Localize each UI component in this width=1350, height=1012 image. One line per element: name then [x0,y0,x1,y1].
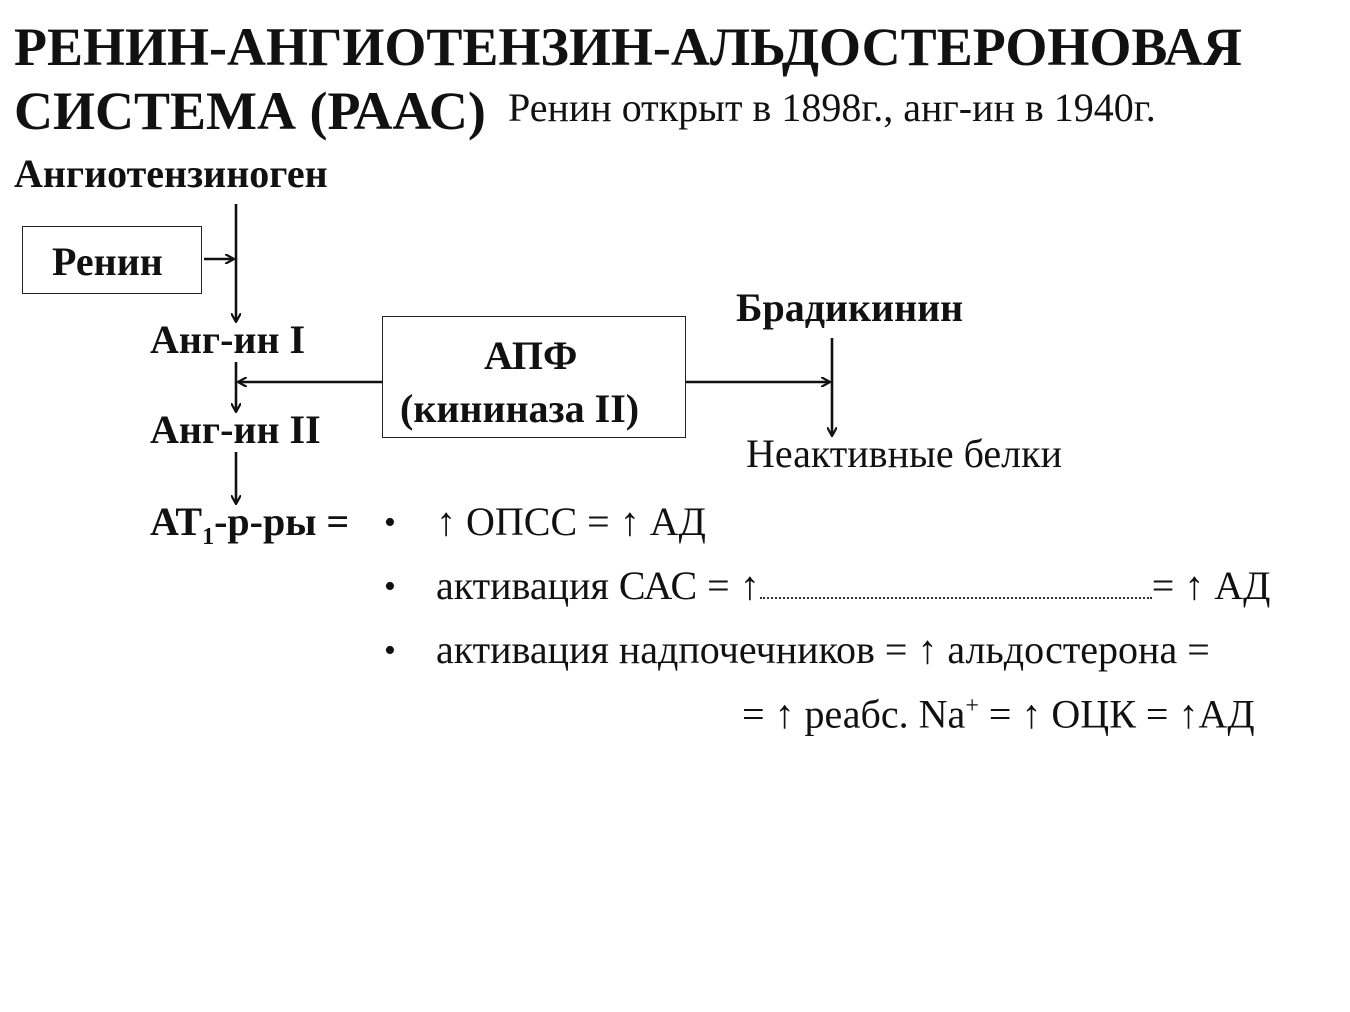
renin-label: Ренин [52,239,163,284]
at1-suffix: -р-ры = [214,499,350,544]
ace-label: АПФ [484,333,578,378]
ang1-label: Анг-ин I [150,317,306,362]
effect-sympathetic-end: = ↑ АД [1151,563,1271,608]
title-line-1: РЕНИН-АНГИОТЕНЗИН-АЛЬДОСТЕРОНОВАЯ [14,17,1242,77]
at1-subscript: 1 [202,524,215,550]
bullet-3: • [384,632,396,669]
effect-ops: ↑ ОПСС = ↑ АД [436,499,706,544]
bullet-2: • [384,568,396,605]
bullet-1: • [384,504,396,541]
discovery-note: Ренин открыт в 1898г., анг-ин в 1940г. [508,85,1156,130]
sodium-charge: + [965,693,979,719]
at1-prefix: АТ [150,499,203,544]
inactive-proteins-label: Неактивные белки [746,431,1062,476]
effect-adrenal: активация надпочечников = ↑ альдостерона = [436,627,1210,672]
bradykinin-label: Брадикинин [736,285,964,330]
angiotensinogen-label: Ангиотензиноген [14,151,328,196]
effect-sympathetic-start: активация САС = ↑ [436,563,760,608]
effect-volume-pressure: = ↑ ОЦК = ↑АД [978,691,1255,737]
ang2-label: Анг-ин II [150,407,321,452]
effect-sodium: = ↑ реабс. Na [742,691,966,737]
kininase-label: (кининаза II) [400,386,640,431]
title-line-2: СИСТЕМА (РААС) [14,81,486,141]
